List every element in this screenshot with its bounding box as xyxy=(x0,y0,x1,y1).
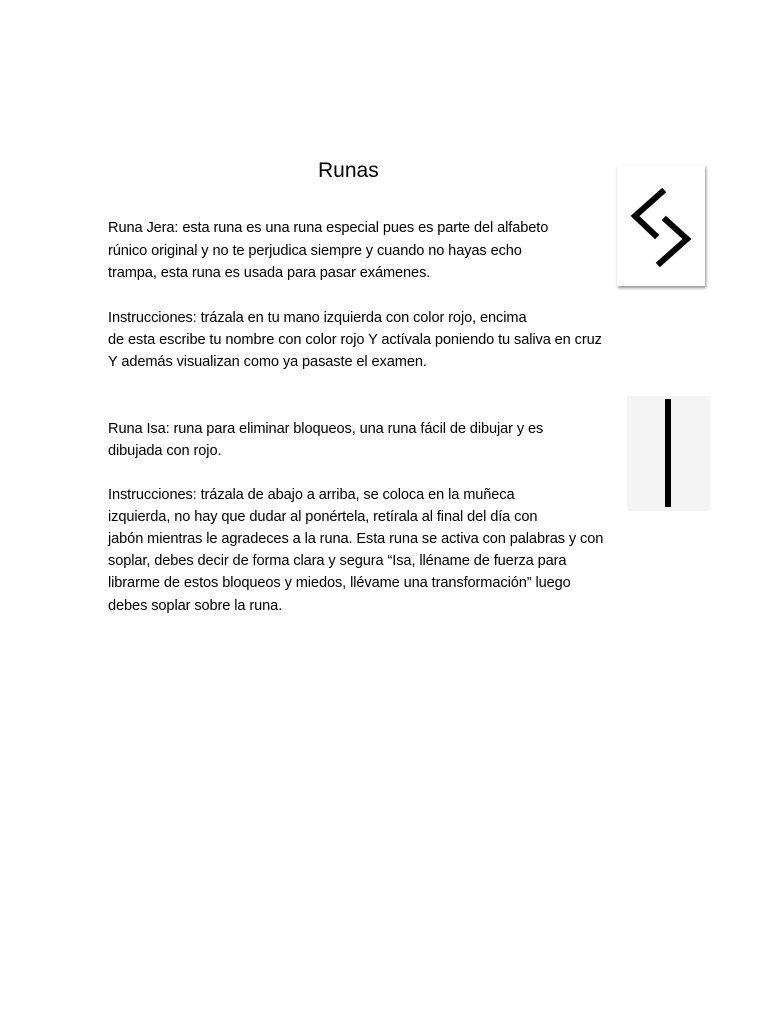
jera-instruction-line: Instrucciones: trázala en tu mano izquierda con color rojo, encima xyxy=(108,310,527,326)
isa-description-line: Runa Isa: runa para eliminar bloqueos, una runa fácil de dibujar y es xyxy=(108,421,544,437)
isa-instruction-line: debes soplar sobre la runa. xyxy=(108,598,283,614)
jera-description-line: rúnico original y no te perjudica siempre y cuando no hayas echo xyxy=(108,243,522,259)
jera-description-line: Runa Jera: esta runa es una runa especial pues es parte del alfabeto xyxy=(108,220,549,236)
jera-instruction-line: de esta escribe tu nombre con color rojo Y actívala poniendo tu saliva en cruz xyxy=(108,332,602,348)
jera-instruction-line: Y además visualizan como ya pasaste el examen. xyxy=(108,354,427,370)
jera-description-line: trampa, esta runa es usada para pasar exámenes. xyxy=(108,265,431,281)
isa-instruction-line: librarme de estos bloqueos y miedos, llévame una transformación” luego xyxy=(108,575,571,591)
jera-rune-icon xyxy=(617,165,705,286)
isa-rune-image xyxy=(627,396,710,511)
isa-description-line: dibujada con rojo. xyxy=(108,443,222,459)
page-title: Runas xyxy=(318,159,379,182)
jera-rune-image xyxy=(617,165,705,286)
isa-instruction-line: jabón mientras le agradeces a la runa. Esta runa se activa con palabras y con xyxy=(108,531,604,547)
isa-instruction-line: Instrucciones: trázala de abajo a arriba, se coloca en la muñeca xyxy=(108,487,515,503)
isa-instruction-line: soplar, debes decir de forma clara y segura “Isa, lléname de fuerza para xyxy=(108,553,567,569)
isa-rune-icon xyxy=(627,396,710,511)
isa-instruction-line: izquierda, no hay que dudar al ponértela, retírala al final del día con xyxy=(108,509,538,525)
